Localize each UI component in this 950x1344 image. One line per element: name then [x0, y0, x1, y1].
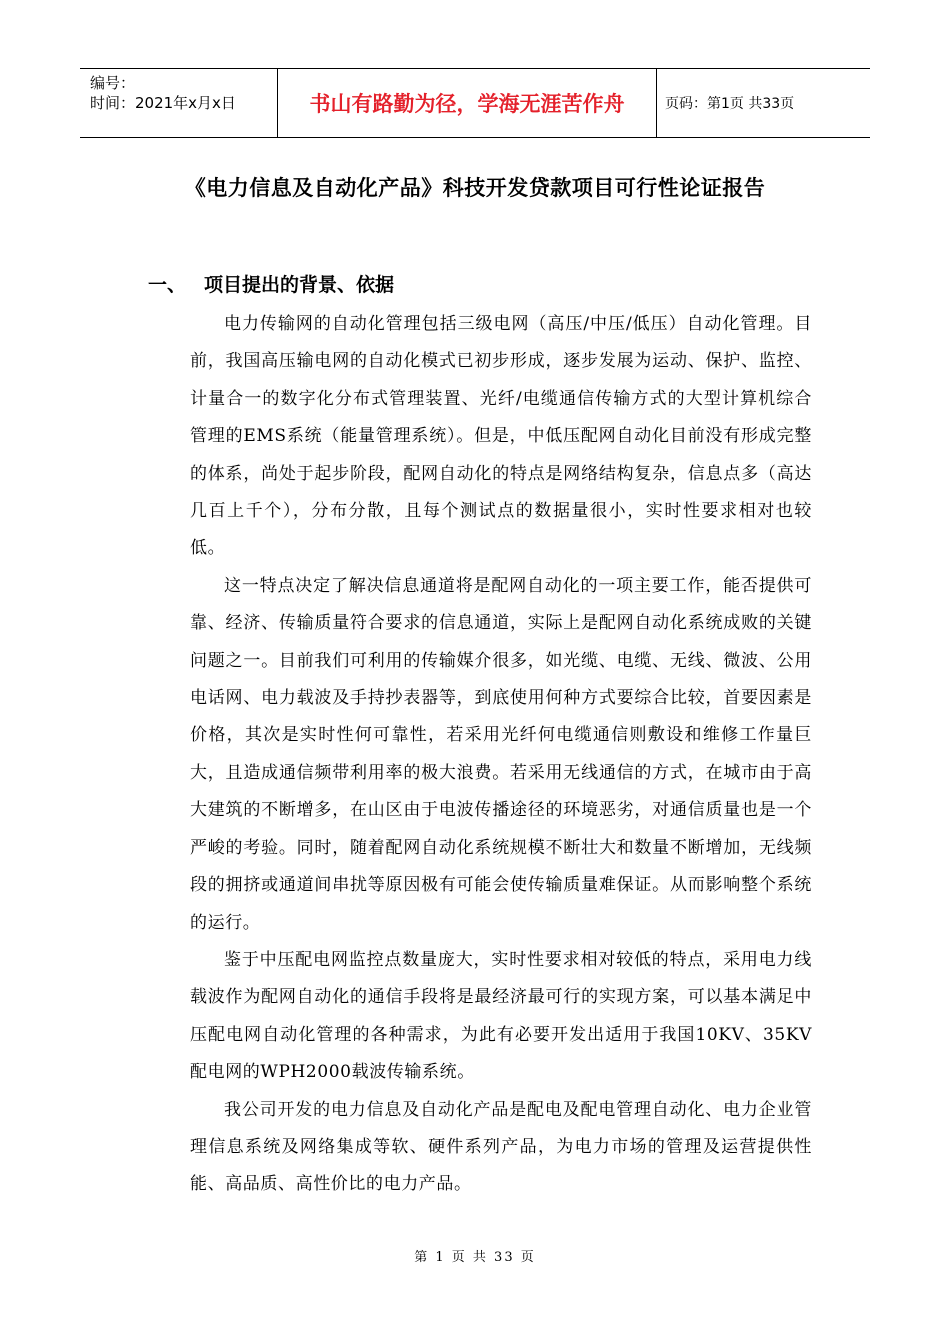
page-footer: 第 1 页 共 33 页 — [414, 1250, 536, 1265]
header-table — [80, 68, 870, 138]
paragraph: 电力传输网的自动化管理包括三级电网（高压/中压/低压）自动化管理。目前，我国高压输电网的自动化模式已初步形成，逐步发展为运动、保护、监控、计量合一的数字化分布式管理装置、光纤/电缆通信传输方式的大型计算机综合管理的EMS系统（能量管理系统）。但是，中低压配网自动化目前没有形成完整的体系，尚处于起步阶段，配网自动化的特点是网络结构复杂，信息点多（高达几百上千个），分布分散，且每个测试点的数据量很小，实时性要求相对也较低。 — [190, 314, 812, 559]
paragraph: 鉴于中压配电网监控点数量庞大，实时性要求相对较低的特点，采用电力线载波作为配网自动化的通信手段将是最经济最可行的实现方案，可以基本满足中压配电网自动化管理的各种需求，为此有必要开发出适用于我国10KV、35KV配电网的WPH2000载波传输系统。 — [190, 949, 812, 1083]
header-page-info: 页码：第1页 共33页 — [665, 96, 795, 112]
paragraph: 这一特点决定了解决信息通道将是配网自动化的一项主要工作，能否提供可靠、经济、传输质量符合要求的信息通道，实际上是配网自动化系统成败的关键问题之一。目前我们可利用的传输媒介很多，如光缆、电缆、无线、微波、公用电话网、电力载波及手持抄表器等，到底使用何种方式要综合比较，首要因素是价格，其次是实时性何可靠性，若采用光纤何电缆通信则敷设和维修工作量巨大，且造成通信频带利用率的极大浪费。若采用无线通信的方式，在城市由于高大建筑的不断增多，在山区由于电波传播途径的环境恶劣，对通信质量也是一个严峻的考验。同时，随着配网自动化系统规模不断壮大和数量不断增加，无线频段的拥挤或通道间串扰等原因极有可能会使传输质量难保证。从而影响整个系统的运行。 — [190, 575, 812, 933]
section-number: 一、 — [148, 274, 187, 296]
document-time-label: 时间：2021年x月x日 — [90, 94, 236, 112]
header-left-cell — [80, 69, 278, 137]
section-heading — [148, 270, 394, 297]
document-title: 《电力信息及自动化产品》科技开发贷款项目可行性论证报告 — [184, 175, 766, 200]
header-motto: 书山有路勤为径，学海无涯苦作舟 — [278, 69, 657, 137]
paragraph: 我公司开发的电力信息及自动化产品是配电及配电管理自动化、电力企业管理信息系统及网络集成等软、硬件系列产品，为电力市场的管理及运营提供性能、高品质、高性价比的电力产品。 — [190, 1099, 812, 1195]
document-number-label: 编号： — [90, 74, 136, 92]
body-text — [190, 306, 812, 1204]
section-title: 项目提出的背景、依据 — [204, 274, 395, 296]
